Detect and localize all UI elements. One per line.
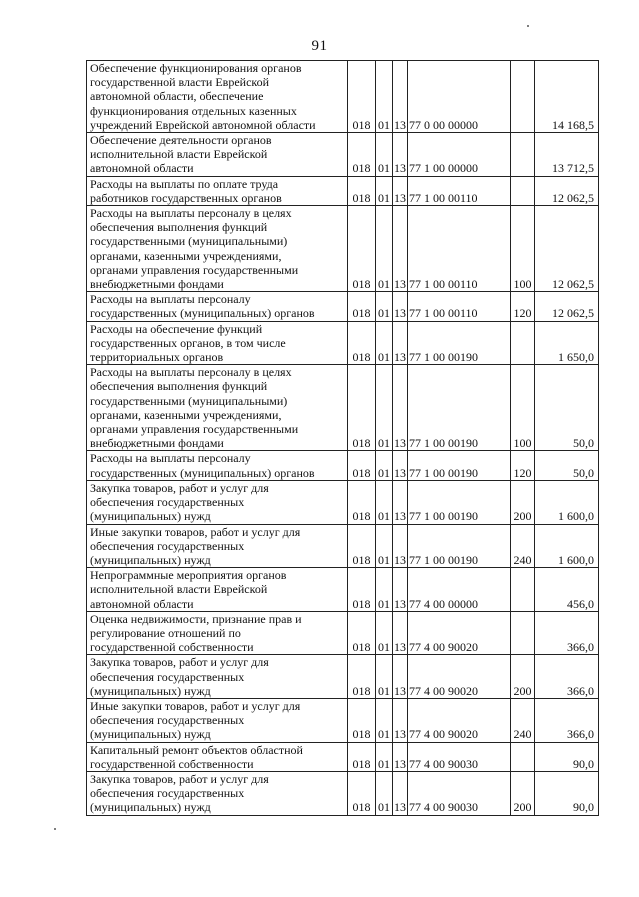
item-name-line: (муниципальных) нужд (90, 683, 211, 698)
podrazdel-cell: 13 (393, 771, 408, 815)
amount-cell: 1 600,0 (535, 524, 599, 568)
podrazdel-cell: 13 (393, 655, 408, 699)
amount-cell: 366,0 (535, 611, 599, 655)
item-name-line: исполнительной власти Еврейской (90, 147, 268, 162)
amount-cell: 366,0 (535, 655, 599, 699)
item-name-line: внебюджетными фондами (90, 277, 224, 292)
glava-cell: 018 (348, 321, 376, 365)
podrazdel-cell: 13 (393, 524, 408, 568)
podrazdel-cell: 13 (393, 568, 408, 612)
target-article-cell: 77 4 00 90020 (408, 698, 511, 742)
item-name-line: автономной области (90, 161, 194, 176)
glava-cell: 018 (348, 206, 376, 292)
item-name-cell (87, 292, 348, 321)
razdel-cell: 01 (376, 292, 393, 321)
expense-type-cell: 200 (511, 655, 535, 699)
item-name-cell (87, 61, 348, 133)
item-name-cell (87, 524, 348, 568)
razdel-cell: 01 (376, 655, 393, 699)
target-article-cell: 77 4 00 90020 (408, 655, 511, 699)
item-name-line: обеспечения государственных (90, 538, 245, 553)
expense-type-cell: 100 (511, 365, 535, 451)
glava-cell: 018 (348, 568, 376, 612)
item-name-line: (муниципальных) нужд (90, 509, 211, 524)
table-row (87, 698, 599, 742)
razdel-cell: 01 (376, 611, 393, 655)
item-name-cell (87, 568, 348, 612)
target-article-cell: 77 1 00 00190 (408, 480, 511, 524)
table-row (87, 176, 599, 205)
amount-cell: 12 062,5 (535, 206, 599, 292)
item-name-line: работников государственных органов (90, 190, 282, 205)
item-name-cell (87, 451, 348, 480)
table-row (87, 742, 599, 771)
item-name-line: Оценка недвижимости, признание прав и (90, 611, 302, 626)
target-article-cell: 77 4 00 90020 (408, 611, 511, 655)
item-name-line: регулирование отношений по (90, 625, 241, 640)
razdel-cell: 01 (376, 61, 393, 133)
expense-type-cell: 100 (511, 206, 535, 292)
expense-type-cell (511, 742, 535, 771)
glava-cell: 018 (348, 524, 376, 568)
razdel-cell: 01 (376, 451, 393, 480)
item-name-line: Расходы на обеспечение функций (90, 321, 263, 336)
glava-cell: 018 (348, 742, 376, 771)
razdel-cell: 01 (376, 365, 393, 451)
item-name-line: обеспечения выполнения функций (90, 379, 268, 394)
podrazdel-cell: 13 (393, 176, 408, 205)
podrazdel-cell: 13 (393, 451, 408, 480)
item-name-line: государственной собственности (90, 640, 254, 655)
glava-cell: 018 (348, 480, 376, 524)
table-row (87, 321, 599, 365)
podrazdel-cell: 13 (393, 206, 408, 292)
item-name-cell (87, 611, 348, 655)
item-name-line: (муниципальных) нужд (90, 727, 211, 742)
glava-cell: 018 (348, 133, 376, 177)
target-article-cell: 77 1 00 00190 (408, 451, 511, 480)
item-name-line: Закупка товаров, работ и услуг для (90, 480, 269, 495)
item-name-cell (87, 742, 348, 771)
amount-cell: 1 600,0 (535, 480, 599, 524)
item-name-line: государственной власти Еврейской (90, 75, 270, 90)
amount-cell: 12 062,5 (535, 176, 599, 205)
target-article-cell: 77 1 00 00110 (408, 292, 511, 321)
item-name-line: государственной собственности (90, 756, 254, 771)
table-row (87, 451, 599, 480)
item-name-line: обеспечения государственных (90, 713, 245, 728)
item-name-cell (87, 206, 348, 292)
item-name-line: Расходы на выплаты персоналу в целях (90, 206, 292, 221)
table-row (87, 524, 599, 568)
glava-cell: 018 (348, 655, 376, 699)
item-name-cell (87, 655, 348, 699)
budget-table (86, 60, 599, 816)
item-name-line: государственных (муниципальных) органов (90, 465, 315, 480)
amount-cell: 90,0 (535, 771, 599, 815)
item-name-line: функционирования отдельных казенных (90, 103, 297, 118)
item-name-line: Закупка товаров, работ и услуг для (90, 771, 269, 786)
razdel-cell: 01 (376, 176, 393, 205)
item-name-cell (87, 133, 348, 177)
target-article-cell: 77 1 00 00190 (408, 524, 511, 568)
item-name-cell (87, 321, 348, 365)
item-name-line: Капитальный ремонт объектов областной (90, 742, 303, 757)
amount-cell: 50,0 (535, 365, 599, 451)
glava-cell: 018 (348, 771, 376, 815)
table-row (87, 568, 599, 612)
razdel-cell: 01 (376, 133, 393, 177)
target-article-cell: 77 1 00 00190 (408, 321, 511, 365)
item-name-cell (87, 771, 348, 815)
table-row (87, 480, 599, 524)
amount-cell: 13 712,5 (535, 133, 599, 177)
item-name-line: Иные закупки товаров, работ и услуг для (90, 698, 301, 713)
razdel-cell: 01 (376, 742, 393, 771)
razdel-cell: 01 (376, 771, 393, 815)
podrazdel-cell: 13 (393, 698, 408, 742)
expense-type-cell: 240 (511, 524, 535, 568)
expense-type-cell: 120 (511, 292, 535, 321)
item-name-line: Расходы на выплаты по оплате труда (90, 176, 279, 191)
podrazdel-cell: 13 (393, 480, 408, 524)
table-row (87, 292, 599, 321)
expense-type-cell: 200 (511, 480, 535, 524)
amount-cell: 14 168,5 (535, 61, 599, 133)
target-article-cell: 77 1 00 00110 (408, 206, 511, 292)
table-row (87, 61, 599, 133)
item-name-line: автономной области (90, 596, 194, 611)
expense-type-cell (511, 568, 535, 612)
glava-cell: 018 (348, 61, 376, 133)
expense-type-cell (511, 61, 535, 133)
item-name-line: Расходы на выплаты персоналу (90, 292, 251, 307)
target-article-cell: 77 1 00 00190 (408, 365, 511, 451)
expense-type-cell (511, 321, 535, 365)
item-name-cell (87, 480, 348, 524)
item-name-line: органами управления государственными (90, 422, 299, 437)
expense-type-cell (511, 133, 535, 177)
scan-speck (54, 828, 56, 830)
expense-type-cell (511, 176, 535, 205)
glava-cell: 018 (348, 365, 376, 451)
target-article-cell: 77 0 00 00000 (408, 61, 511, 133)
amount-cell: 12 062,5 (535, 292, 599, 321)
target-article-cell: 77 4 00 00000 (408, 568, 511, 612)
item-name-line: Обеспечение деятельности органов (90, 133, 272, 148)
table-row (87, 771, 599, 815)
target-article-cell: 77 1 00 00110 (408, 176, 511, 205)
razdel-cell: 01 (376, 321, 393, 365)
item-name-line: внебюджетными фондами (90, 436, 224, 451)
razdel-cell: 01 (376, 698, 393, 742)
podrazdel-cell: 13 (393, 611, 408, 655)
item-name-line: обеспечения государственных (90, 669, 245, 684)
item-name-line: Расходы на выплаты персоналу в целях (90, 365, 292, 380)
item-name-line: государственных органов, в том числе (90, 335, 286, 350)
page-number: 91 (311, 38, 328, 54)
podrazdel-cell: 13 (393, 292, 408, 321)
item-name-cell (87, 365, 348, 451)
scan-speck (527, 25, 529, 27)
podrazdel-cell: 13 (393, 133, 408, 177)
amount-cell: 90,0 (535, 742, 599, 771)
item-name-line: Непрограммные мероприятия органов (90, 568, 287, 583)
razdel-cell: 01 (376, 524, 393, 568)
item-name-line: органами, казенными учреждениями, (90, 248, 282, 263)
table-row (87, 133, 599, 177)
amount-cell: 50,0 (535, 451, 599, 480)
table-row (87, 365, 599, 451)
item-name-line: государственных (муниципальных) органов (90, 306, 315, 321)
glava-cell: 018 (348, 698, 376, 742)
podrazdel-cell: 13 (393, 321, 408, 365)
podrazdel-cell: 13 (393, 61, 408, 133)
item-name-line: Обеспечение функционирования органов (90, 61, 302, 75)
item-name-line: Иные закупки товаров, работ и услуг для (90, 524, 301, 539)
item-name-line: (муниципальных) нужд (90, 552, 211, 567)
item-name-cell (87, 698, 348, 742)
item-name-line: органами, казенными учреждениями, (90, 407, 282, 422)
amount-cell: 1 650,0 (535, 321, 599, 365)
table-row (87, 611, 599, 655)
glava-cell: 018 (348, 611, 376, 655)
razdel-cell: 01 (376, 568, 393, 612)
item-name-line: обеспечения государственных (90, 786, 245, 801)
expense-type-cell (511, 611, 535, 655)
item-name-line: государственными (муниципальными) (90, 393, 288, 408)
expense-type-cell: 240 (511, 698, 535, 742)
podrazdel-cell: 13 (393, 742, 408, 771)
glava-cell: 018 (348, 451, 376, 480)
glava-cell: 018 (348, 292, 376, 321)
item-name-line: (муниципальных) нужд (90, 800, 211, 815)
table-row (87, 655, 599, 699)
item-name-line: Расходы на выплаты персоналу (90, 451, 251, 466)
expense-type-cell: 120 (511, 451, 535, 480)
item-name-line: учреждений Еврейской автономной области (90, 117, 316, 132)
target-article-cell: 77 4 00 90030 (408, 742, 511, 771)
item-name-line: исполнительной власти Еврейской (90, 582, 268, 597)
item-name-line: автономной области, обеспечение (90, 89, 264, 104)
item-name-line: органами управления государственными (90, 262, 299, 277)
table-body (87, 61, 599, 816)
item-name-line: государственными (муниципальными) (90, 234, 288, 249)
table-row (87, 206, 599, 292)
razdel-cell: 01 (376, 480, 393, 524)
item-name-line: территориальных органов (90, 350, 224, 365)
item-name-line: Закупка товаров, работ и услуг для (90, 655, 269, 670)
amount-cell: 366,0 (535, 698, 599, 742)
podrazdel-cell: 13 (393, 365, 408, 451)
item-name-line: обеспечения выполнения функций (90, 220, 268, 235)
glava-cell: 018 (348, 176, 376, 205)
razdel-cell: 01 (376, 206, 393, 292)
item-name-cell (87, 176, 348, 205)
item-name-line: обеспечения государственных (90, 495, 245, 510)
target-article-cell: 77 1 00 00000 (408, 133, 511, 177)
amount-cell: 456,0 (535, 568, 599, 612)
target-article-cell: 77 4 00 90030 (408, 771, 511, 815)
expense-type-cell: 200 (511, 771, 535, 815)
